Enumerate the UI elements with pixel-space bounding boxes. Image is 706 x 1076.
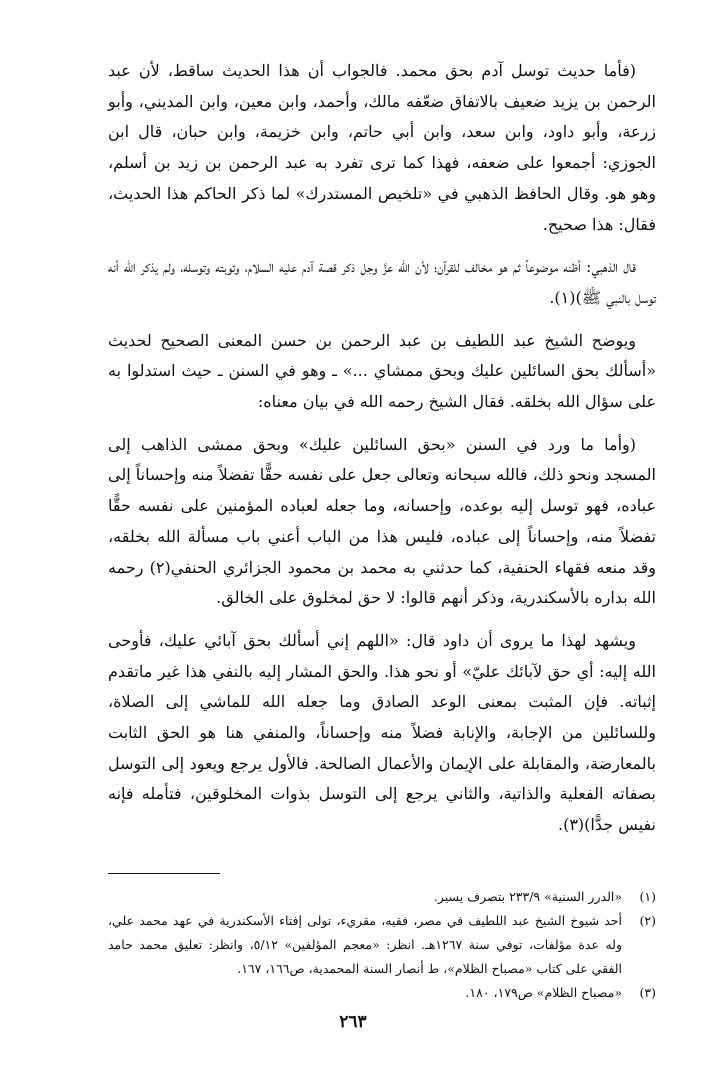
footnote-number: (٢)	[639, 912, 656, 928]
main-text	[108, 56, 656, 841]
footnote-separator	[108, 873, 220, 874]
footnote-text: «الدرر السنية» ٢٣٣/٩ بتصرف يسير.	[433, 888, 622, 904]
footnote-separator-wrap	[108, 853, 656, 885]
page-body	[108, 56, 656, 1005]
paragraph-5: ويشهد لهذا ما يروى أن داود قال: «اللهم إني أسألك بحق آبائي عليك، فأوحى الله إليه: أي حق لآبائك عليّ» أو نحو هذا. والحق المشار إليه بالنفي هذا غير ماتقدم إثباته. فإن المثبت بمعنى الوعد الصادق وما جعله الله للماشي إلى الصلاة، وللسائلين من الإجابة، والإنابة فضلاً منه وإحساناً، والمنفي هنا هو الحق الثابت بالمعارضة، والمقابلة على الإيمان والأعمال الصالحة. فالأول يرجع ويعود إلى التوسل بصفاته الفعلية والذاتية، والثاني يرجع إلى التوسل بذوات المخلوقين، فتأمله فإنه نفيس جدًّا)(٣).	[108, 630, 657, 835]
footnote-1	[108, 885, 656, 909]
paragraph-3: ويوضح الشيخ عبد اللطيف بن عبد الرحمن بن حسن المعنى الصحيح لحديث «أسألك بحق السائلين عليك وبحق ممشاي ...» ـ وهو في السنن ـ حيث استدلوا به على سؤال الله بخلقه. فقال الشيخ رحمه الله في بيان معناه:	[108, 330, 656, 412]
footnote-3	[108, 981, 656, 1005]
footnotes	[108, 885, 656, 1005]
paragraph-1: (فأما حديث توسل آدم بحق محمد. فالجواب أن هذا الحديث ساقط، لأن عبد الرحمن بن يزيد ضعيف بالاتفاق ضعّفه مالك، وأحمد، وابن معين، وابن المديني، وأبو زرعة، وأبو داود، وابن سعد، وابن أبي حاتم، وابن خزيمة، وابن حبان، قال ابن الجوزي: أجمعوا على ضعفه، فهذا كما ترى تفرد به عبد الرحمن بن زيد بن أسلم، وهو هو. وقال الحافظ الذهبي في «تلخيص المستدرك» لما ذكر الحاكم هذا الحديث، فقال: هذا صحيح.	[108, 61, 656, 234]
paragraph-4: (وأما ما ورد في السنن «بحق السائلين عليك» وبحق ممشى الذاهب إلى المسجد ونحو ذلك، فالله سبحانه وتعالى جعل على نفسه حقًّا تفضلاً منه وإحساناً إلى عباده، فهو توسل إليه بوعده، وإحسانه، وما جعله لعباده المؤمنين على نفسه حقًّا تفضلاً منه، وإحساناً إلى عباده، فليس هذا من الباب أعني باب مسألة الله بخلقه، وقد منعه فقهاء الحنفية، كما حدثني به محمد بن محمود الجزائري الحنفي(٢) رحمه الله بداره بالأسكندرية، وذكر أنهم قالوا: لا حق لمخلوق على الخالق.	[108, 434, 657, 608]
footnote-number: (٣)	[639, 984, 656, 1000]
footnote-2	[108, 909, 656, 981]
paragraph-2: قال الذهبي: أظنه موضوعاً ثم هو مخالف للقرآن؛ لأن الله عزَّ وجل ذكر قصة آدم عليه السلام، وتوبته وتوسله، ولم يذكر الله أنه توسل بالنبي ﷺ)(١).	[108, 257, 656, 307]
page-number: ٢٦٣	[339, 1012, 367, 1032]
footnote-text: أحد شيوخ الشيخ عبد اللطيف في مصر، فقيه، مقريء، تولى إفتاء الأسكندرية في عهد محمد علي، وله عدة مؤلفات، توفي سنة ١٢٦٧هـ. انظر: «معجم المؤلفين» ٥/١٢، وانظر: تعليق محمد حامد الفقي على كتاب «مصباح الظلام»، ط أنصار السنة المحمدية، ص١٦٦، ١٦٧.	[108, 912, 623, 976]
footnote-text: «مصباح الظلام» ص١٧٩، ١٨٠.	[465, 984, 622, 1000]
footnote-number: (١)	[639, 888, 656, 904]
